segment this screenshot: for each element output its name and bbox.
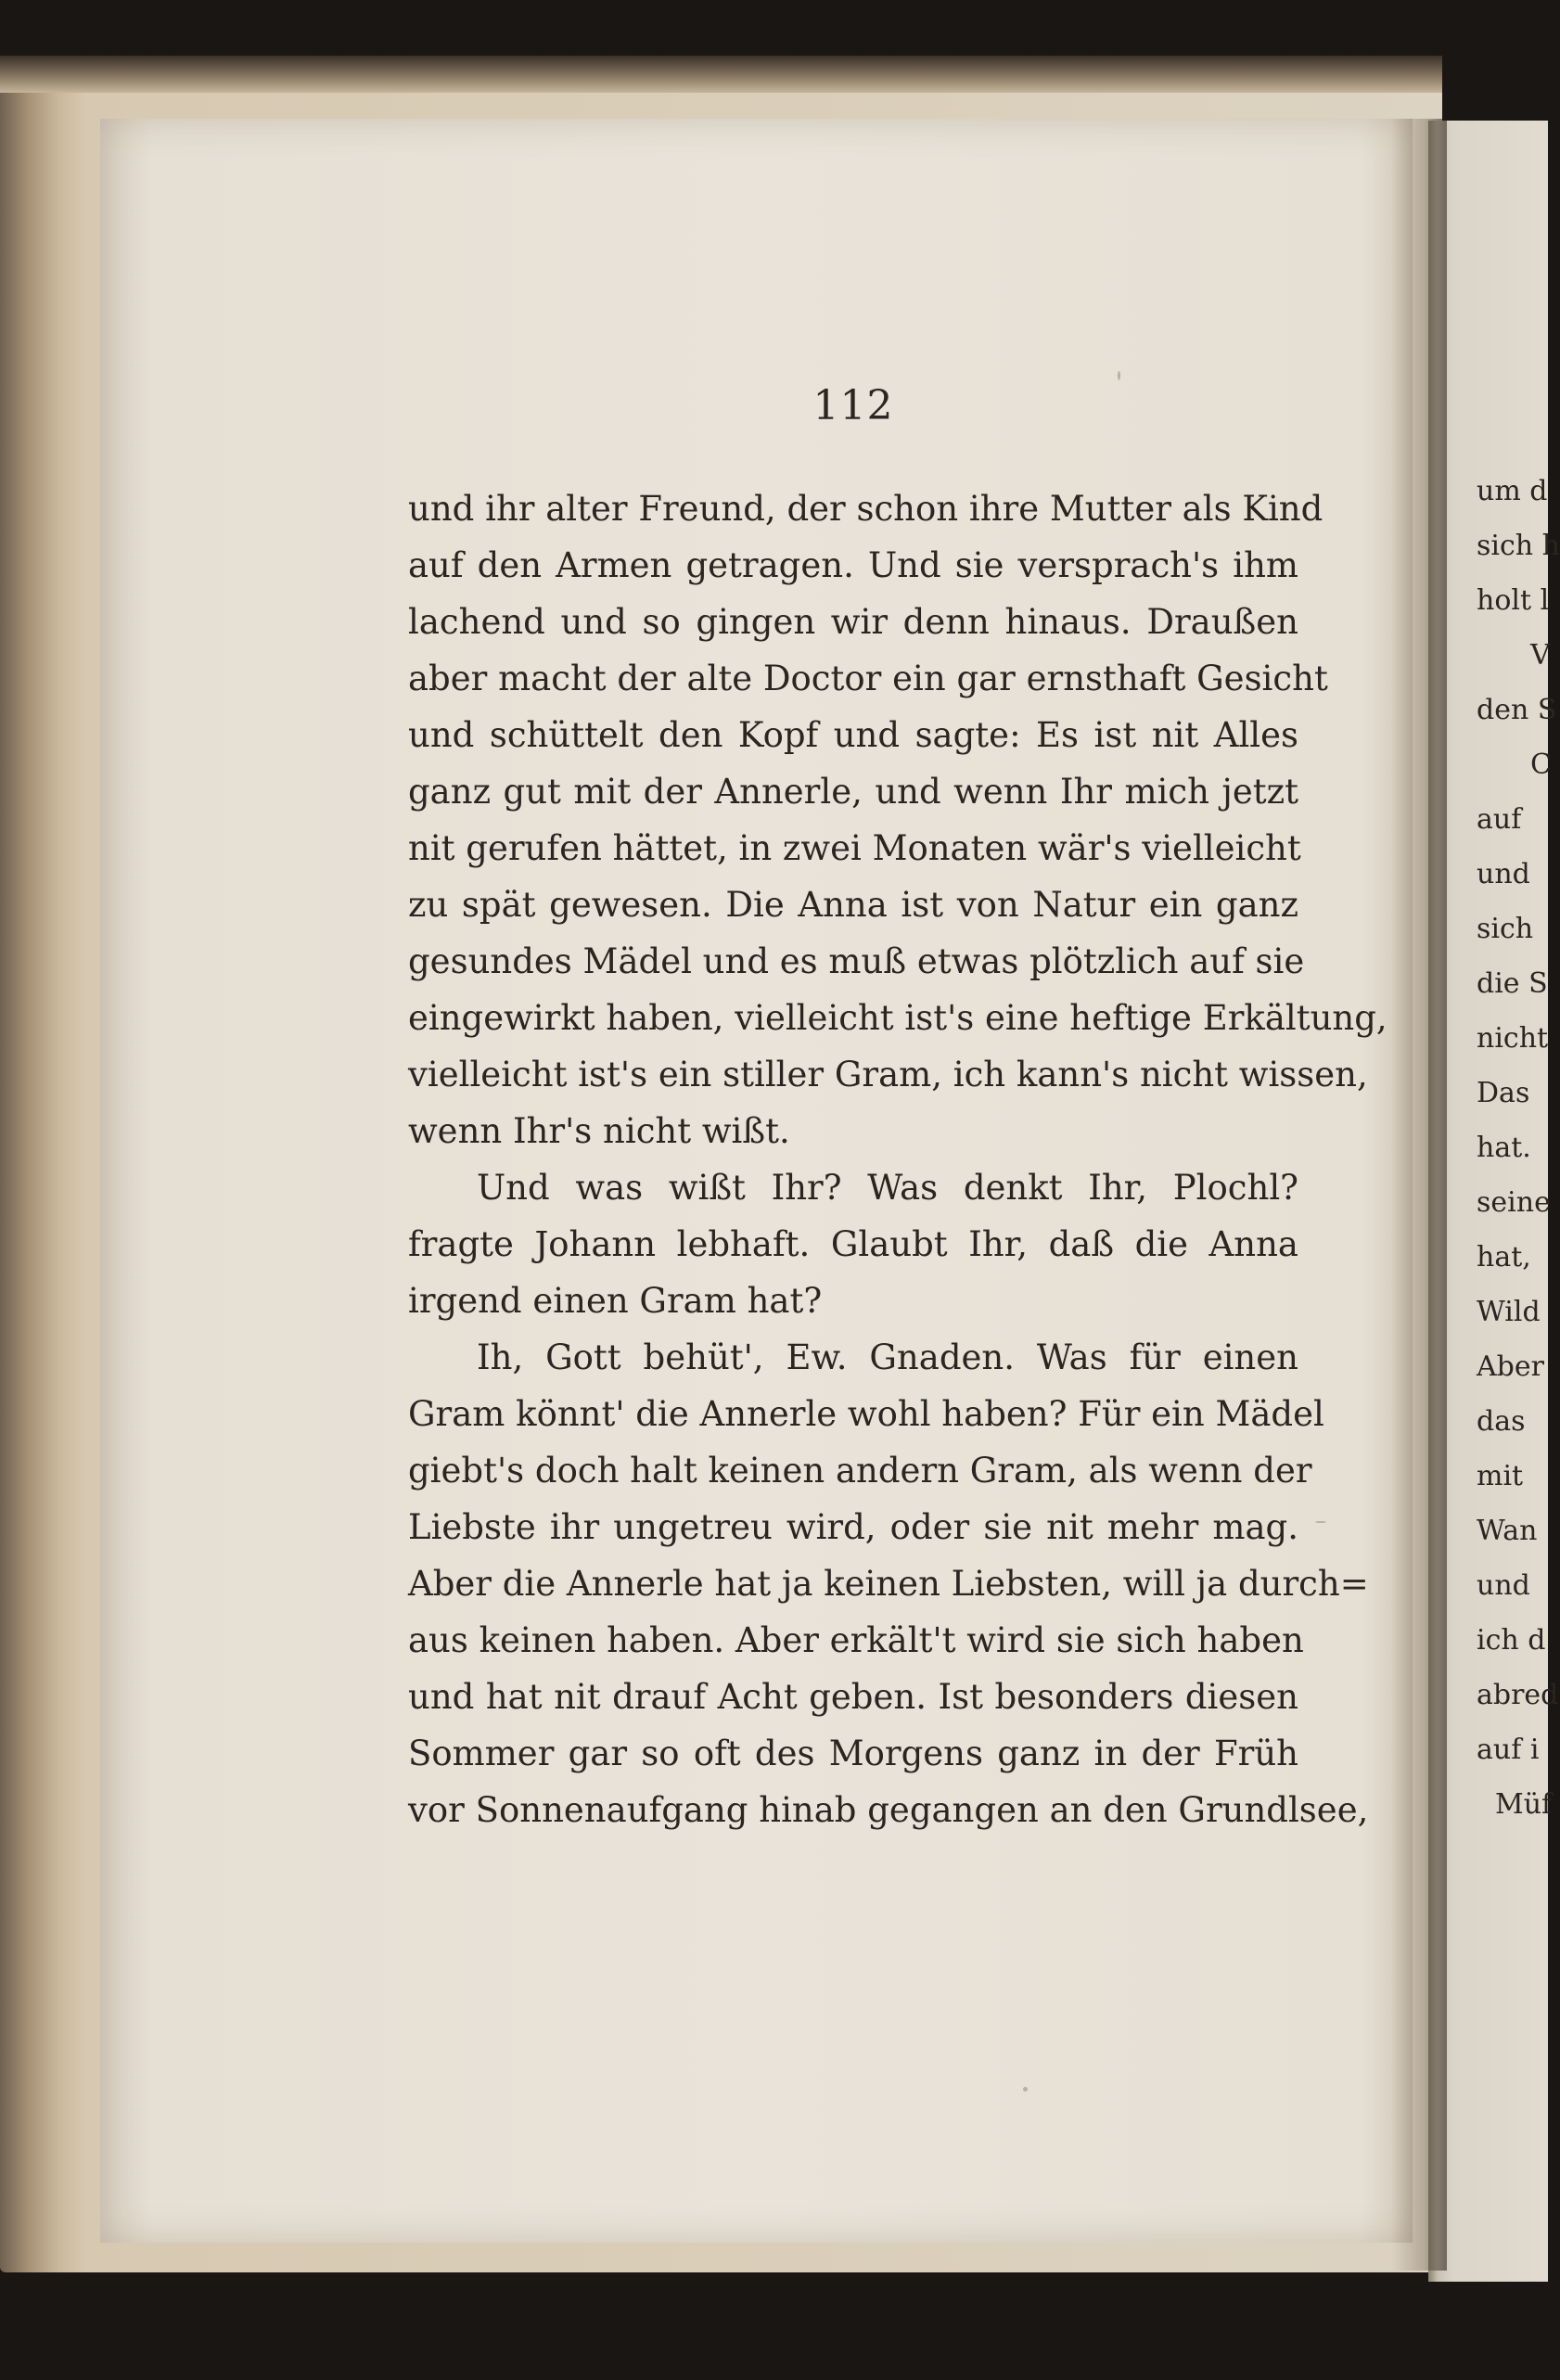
text-line: eingewirkt haben, vielleicht ist's eine heftige Erkältung, — [408, 998, 1387, 1038]
next-page-fragment: abred — [1477, 1679, 1559, 1711]
next-page-fragment: den S — [1477, 694, 1557, 726]
next-page-fragment: um d — [1477, 475, 1548, 507]
next-page-fragment: mit — [1477, 1460, 1524, 1492]
paper-speck — [1315, 1521, 1326, 1523]
body-text — [408, 480, 1387, 1838]
next-page-fragment: hat. — [1477, 1132, 1531, 1164]
paper-speck — [1023, 2087, 1028, 2092]
text-line: vor Sonnenaufgang hinab gegangen an den Grundlsee, — [408, 1790, 1369, 1830]
text-line: und schüttelt den Kopf und sagte: Es ist nit Alles — [408, 715, 1298, 755]
text-line: Und was wißt Ihr? Was denkt Ihr, Plochl? — [477, 1168, 1298, 1208]
next-page-fragment: ich d — [1477, 1624, 1546, 1657]
text-line: vielleicht ist's ein stiller Gram, ich kann's nicht wissen, — [408, 1055, 1368, 1094]
text-line: ganz gut mit der Annerle, und wenn Ihr mich jetzt — [408, 772, 1298, 812]
text-line: Gram könnt' die Annerle wohl haben? Für ein Mädel — [408, 1394, 1324, 1434]
text-line: lachend und so gingen wir denn hinaus. Draußen — [408, 602, 1298, 642]
text-line: und hat nit drauf Acht geben. Ist besonders diesen — [408, 1677, 1298, 1717]
text-line: zu spät gewesen. Die Anna ist von Natur ein ganz — [408, 885, 1298, 925]
next-page-fragment: V — [1530, 639, 1551, 672]
next-page-fragment: holt l — [1477, 584, 1550, 617]
next-page-fragment: und — [1477, 858, 1530, 890]
next-page-text — [1477, 464, 1560, 1832]
next-page-fragment: auf — [1477, 803, 1522, 836]
next-page-fragment: Wild — [1477, 1296, 1541, 1328]
text-line: gesundes Mädel und es muß etwas plötzlich auf sie — [408, 941, 1305, 981]
next-page-fragment: C — [1530, 749, 1552, 781]
next-page-fragment: Das — [1477, 1077, 1530, 1109]
next-page-fragment: die S — [1477, 967, 1548, 1000]
text-line: Liebste ihr ungetreu wird, oder sie nit mehr mag. — [408, 1507, 1298, 1547]
next-page-fragment: auf i — [1477, 1734, 1540, 1766]
page-number: 112 — [812, 382, 894, 429]
text-line: fragte Johann lebhaft. Glaubt Ihr, daß die Anna — [408, 1224, 1298, 1264]
page-edge-top — [0, 56, 1442, 93]
next-page-fragment: das — [1477, 1405, 1526, 1438]
next-page-fragment: sich — [1477, 913, 1534, 945]
text-line: Aber die Annerle hat ja keinen Liebsten, will ja durch= — [408, 1564, 1369, 1604]
spine-shadow — [1391, 119, 1447, 2271]
next-page-fragment: und — [1477, 1569, 1530, 1602]
text-line: und ihr alter Freund, der schon ihre Mutter als Kind — [408, 489, 1323, 529]
next-page-fragment: sich h — [1477, 530, 1560, 562]
text-line: wenn Ihr's nicht wißt. — [408, 1111, 790, 1151]
next-page-fragment: seine — [1477, 1186, 1551, 1219]
next-page-fragment: Aber — [1477, 1350, 1544, 1383]
text-line: aber macht der alte Doctor ein gar ernsthaft Gesicht — [408, 659, 1328, 698]
text-line: nit gerufen hättet, in zwei Monaten wär's vielleicht — [408, 828, 1301, 868]
text-line: Sommer gar so oft des Morgens ganz in der Früh — [408, 1734, 1298, 1773]
text-line: irgend einen Gram hat? — [408, 1281, 823, 1321]
text-line: auf den Armen getragen. Und sie versprach's ihm — [408, 545, 1298, 585]
next-page-fragment: Müf — [1495, 1788, 1553, 1821]
text-line: giebt's doch halt keinen andern Gram, als wenn der — [408, 1451, 1312, 1491]
text-line: Ih, Gott behüt', Ew. Gnaden. Was für einen — [477, 1337, 1298, 1377]
next-page-fragment: Wan — [1477, 1515, 1538, 1547]
paper-speck — [1118, 371, 1120, 380]
next-page-fragment: hat, — [1477, 1241, 1531, 1273]
next-page-fragment: nicht — [1477, 1022, 1549, 1055]
text-line: aus keinen haben. Aber erkält't wird sie sich haben — [408, 1620, 1304, 1660]
